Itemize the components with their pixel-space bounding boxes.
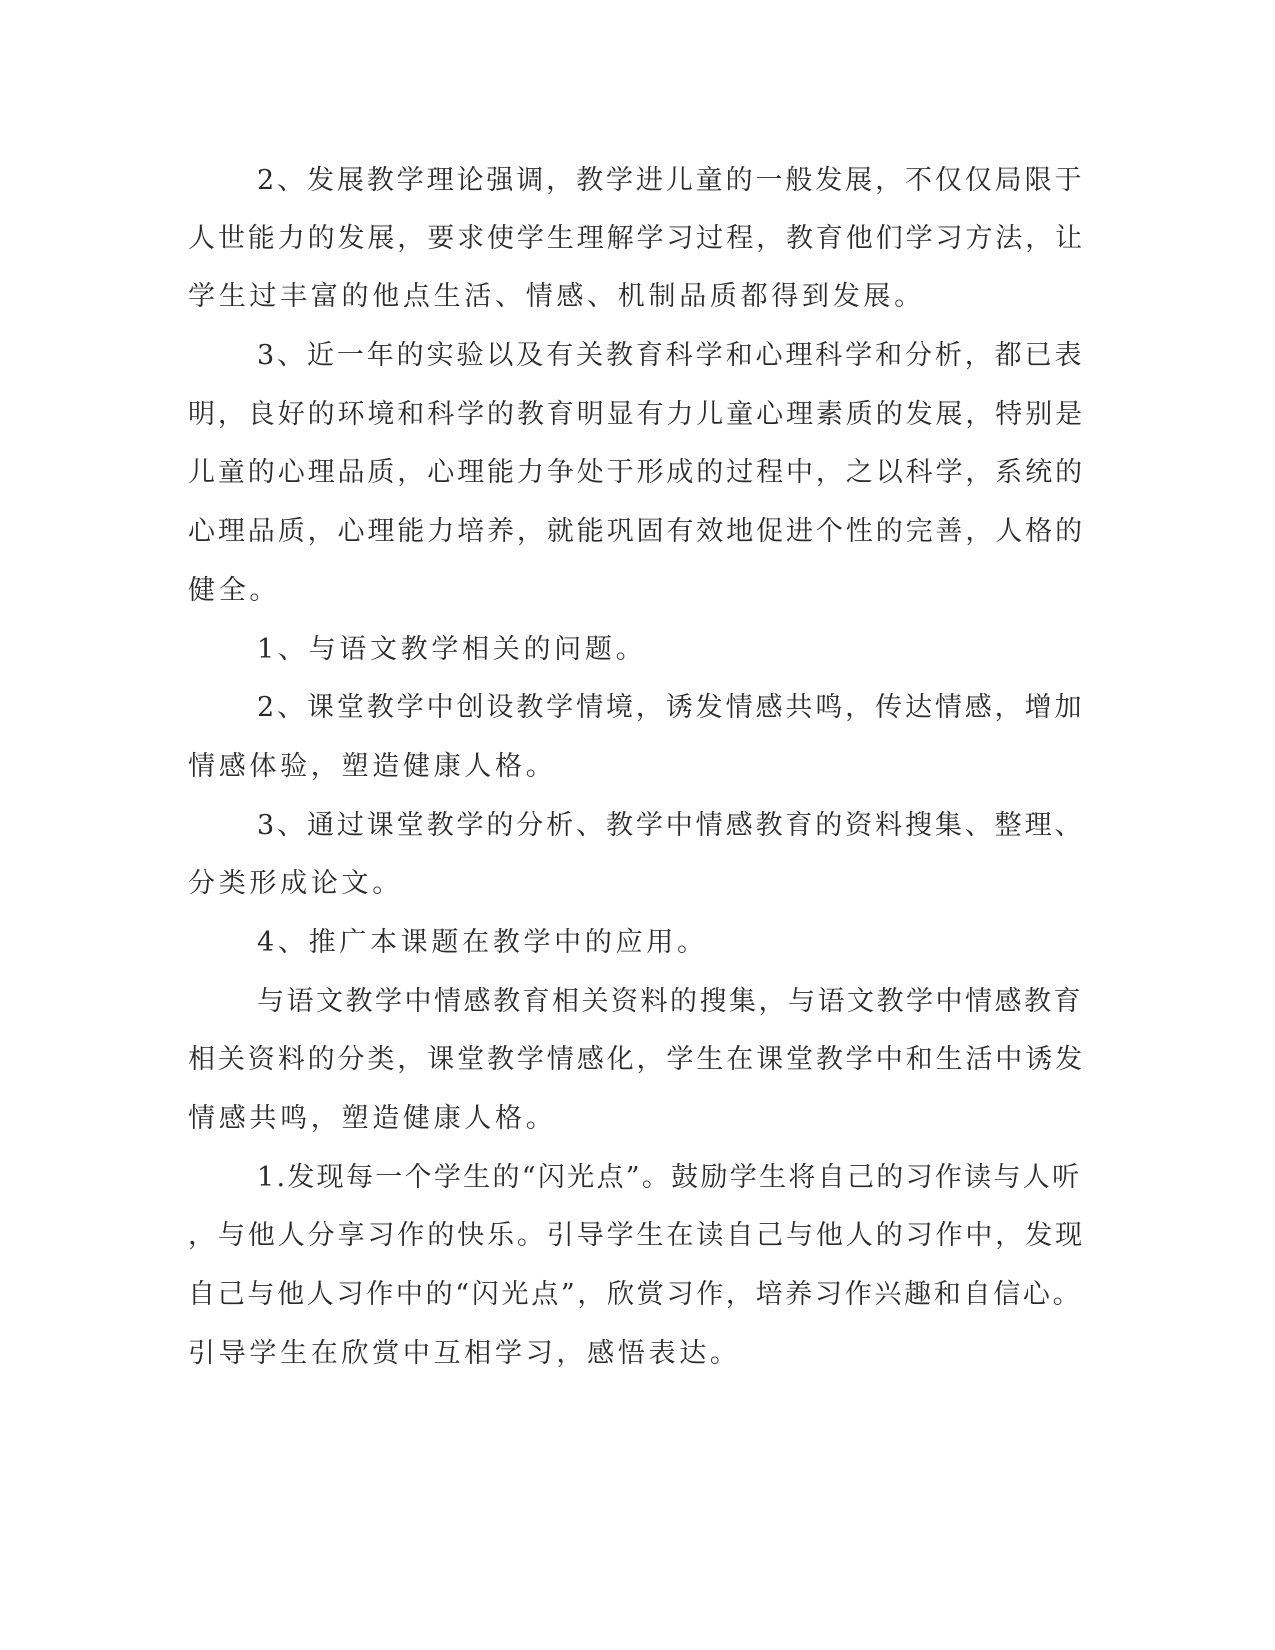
text-line: 3、近一年的实验以及有关教育科学和心理科学和分析，都已表 [257, 340, 1085, 371]
text-line: 健全。 [188, 575, 281, 606]
text-line: ，与他人分享习作的快乐。引导学生在读自己与他人的习作中，发现 [188, 1220, 1085, 1251]
text-line: 情感共鸣，塑造健康人格。 [188, 1103, 557, 1134]
text-line: 3、通过课堂教学的分析、教学中情感教育的资料搜集、整理、 [257, 810, 1085, 841]
text-line: 与语文教学中情感教育相关资料的搜集，与语文教学中情感教育 [257, 986, 1083, 1017]
text-line: 2、课堂教学中创设教学情境，诱发情感共鸣，传达情感，增加 [257, 692, 1085, 723]
text-line: 儿童的心理品质，心理能力争处于形成的过程中，之以科学，系统的 [188, 457, 1085, 488]
text-line: 心理品质，心理能力培养，就能巩固有效地促进个性的完善，人格的 [188, 516, 1085, 547]
text-line: 相关资料的分类，课堂教学情感化，学生在课堂教学中和生活中诱发 [188, 1044, 1085, 1075]
text-line: 学生过丰富的他点生活、情感、机制品质都得到发展。 [188, 281, 925, 312]
text-line: 1.发现每一个学生的“闪光点”。鼓励学生将自己的习作读与人听 [257, 1162, 1082, 1193]
text-line: 情感体验，塑造健康人格。 [188, 751, 557, 782]
text-line: 1、与语文教学相关的问题。 [257, 634, 647, 665]
text-line: 4、推广本课题在教学中的应用。 [257, 927, 708, 958]
text-line: 引导学生在欣赏中互相学习，感悟表达。 [188, 1338, 741, 1369]
text-line: 2、发展教学理论强调，教学进儿童的一般发展，不仅仅局限于 [257, 165, 1085, 196]
text-line: 明，良好的环境和科学的教育明显有力儿童心理素质的发展，特别是 [188, 399, 1085, 430]
text-line: 人世能力的发展，要求使学生理解学习过程，教育他们学习方法，让 [188, 223, 1085, 254]
text-line: 分类形成论文。 [188, 868, 403, 899]
text-line: 自己与他人习作中的“闪光点”，欣赏习作，培养习作兴趣和自信心。 [188, 1279, 1083, 1310]
